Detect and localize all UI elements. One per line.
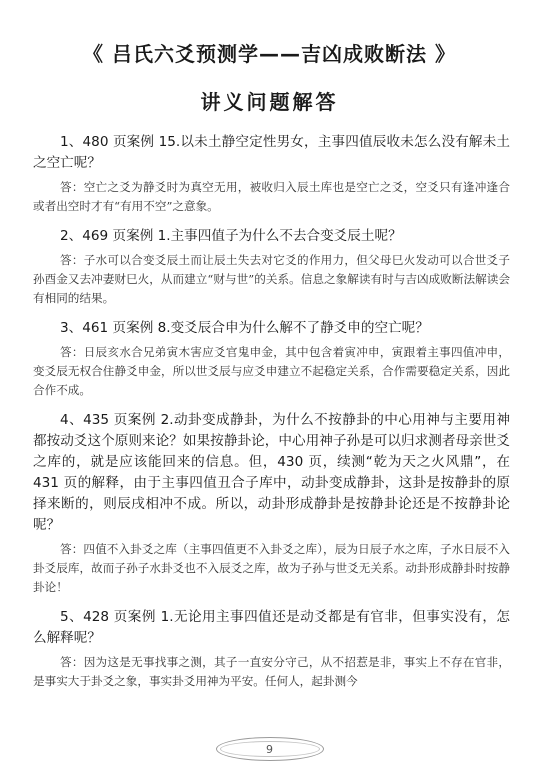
qa-item <box>33 226 510 308</box>
page-number-badge <box>216 737 324 761</box>
qa-item <box>33 410 510 597</box>
qa-item <box>33 132 510 216</box>
question-text: 5、428 页案例 1.无论用主事四值还是动爻都是有官非，但事实没有，怎么解释呢？ <box>33 609 510 646</box>
question-text: 2、469 页案例 1.主事四值子为什么不去合变爻辰土呢？ <box>60 228 402 244</box>
answer-text: 答：因为这是无事找事之测，其子一直安分守己，从不招惹是非，事实上不存在官非，是事实大于卦爻之象，事实卦爻用神为平安。任何人，起卦测今 <box>33 655 510 688</box>
page-number: 9 <box>266 742 273 756</box>
section-subtitle: 讲义问题解答 <box>200 90 339 114</box>
qa-list <box>33 132 510 691</box>
question-text: 1、480 页案例 15.以未土静空定性男女，主事四值辰收未怎么没有解未土之空亡呢？ <box>33 134 510 171</box>
qa-item <box>33 318 510 400</box>
question-text: 3、461 页案例 8.变爻辰合申为什么解不了静爻申的空亡呢？ <box>60 320 429 336</box>
page-footer <box>0 737 539 761</box>
answer-text: 答：四值不入卦爻之库（主事四值更不入卦爻之库），辰为日辰子水之库，子水日辰不入卦爻辰库，故而子孙子水卦爻也不入辰爻之库，故为子孙与世爻无关系。动卦形成静卦时按静卦论！ <box>33 542 510 594</box>
answer-text: 答：日辰亥水合兄弟寅木害应爻官鬼申金，其中包含着寅冲申，寅跟着主事四值冲申，变爻辰无权合住静爻申金，所以世爻辰与应爻申建立不起稳定关系，合作需要稳定关系，因此合作不成。 <box>33 345 510 397</box>
qa-item <box>33 607 510 691</box>
document-title: 《 吕氏六爻预测学——吉凶成败断法 》 <box>83 42 456 66</box>
answer-text: 答：空亡之爻为静爻时为真空无用，被收归入辰土库也是空亡之爻，空爻只有逢冲逢合或者出空时才有“有用不空”之意象。 <box>33 180 510 213</box>
question-text: 4、435 页案例 2.动卦变成静卦，为什么不按静卦的中心用神与主要用神都按动爻这个原则来论？如果按静卦论，中心用神子孙是可以归求测者母亲世爻之库的，就是应该能回来的信息。但，430 页，续测“乾为天之火风鼎”，在 431 页的解释，由于主事四值丑合子库中，动卦变成静卦，这卦是按静卦的原择来断的，则辰戌相冲不成。所以，动卦形成静卦是按静卦论还是不按静卦论呢？ <box>33 412 510 533</box>
answer-text: 答：子水可以合变爻辰土而让辰土失去对它爻的作用力，但父母巳火发动可以合世爻子孙酉金又去冲妻财巳火，从而建立“财与世”的关系。信息之象解读有时与吉凶成败断法解读会有相同的结果。 <box>33 253 510 305</box>
